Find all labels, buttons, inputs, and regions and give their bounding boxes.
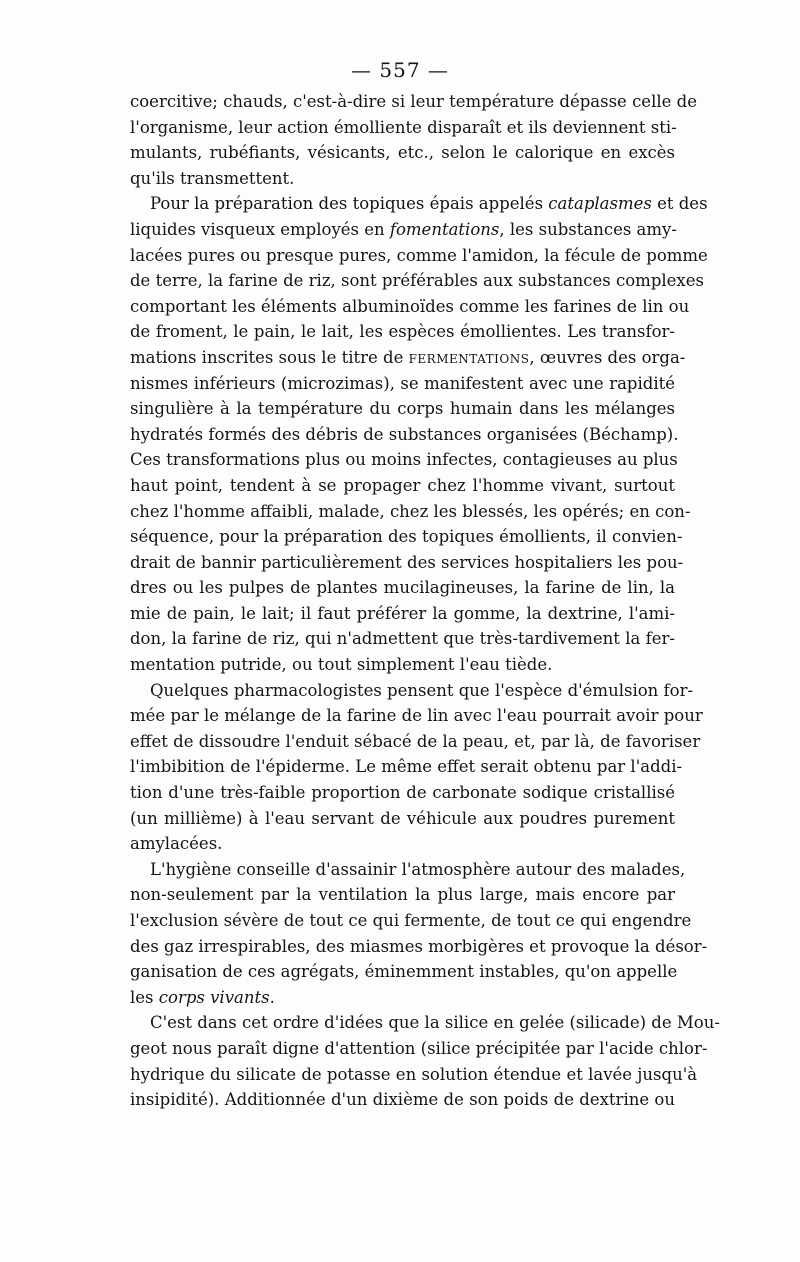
text-line: non-seulement par la ventilation la plus large, mais encore par xyxy=(130,885,675,905)
text-line: don, la farine de riz, qui n'admettent que très-tardivement la fer- xyxy=(130,629,675,649)
text-line: tion d'une très-faible proportion de carbonate sodique cristallisé xyxy=(130,783,675,803)
text-line: mentation putride, ou tout simplement l'eau tiède. xyxy=(130,655,553,675)
text-line: insipidité). Additionnée d'un dixième de son poids de dextrine ou xyxy=(130,1090,675,1110)
italic-term: fomentations xyxy=(389,219,500,239)
text-line: mie de pain, le lait; il faut préférer la gomme, la dextrine, l'ami- xyxy=(130,603,675,623)
text-line: drait de bannir particulièrement des services hospitaliers les pou- xyxy=(130,552,684,572)
text-line xyxy=(130,217,675,243)
text-line: des gaz irrespirables, des miasmes morbigères et provoque la désor- xyxy=(130,936,708,956)
text-segment: , œuvres des orga- xyxy=(529,347,686,367)
text-line: lacées pures ou presque pures, comme l'amidon, la fécule de pomme xyxy=(130,245,708,265)
body-text xyxy=(130,89,720,1113)
text-line: qu'ils transmettent. xyxy=(130,168,295,188)
text-line: l'exclusion sévère de tout ce qui fermente, de tout ce qui engendre xyxy=(130,911,692,930)
text-segment: mations inscrites sous le titre de xyxy=(130,347,409,367)
text-line: nismes inférieurs (microzimas), se manifestent avec une rapidité xyxy=(130,373,675,393)
text-line: l'imbibition de l'épiderme. Le même effet serait obtenu par l'addi- xyxy=(130,757,683,777)
text-line: Quelques pharmacologistes pensent que l'espèce d'émulsion for- xyxy=(150,680,694,700)
text-line: (un millième) à l'eau servant de véhicule aux poudres purement xyxy=(130,808,675,828)
text-segment: . xyxy=(269,987,275,1007)
text-line: singulière à la température du corps humain dans les mélanges xyxy=(130,399,675,419)
text-line: l'organisme, leur action émolliente disparaît et ils deviennent sti- xyxy=(130,117,677,137)
text-line: de froment, le pain, le lait, les espèces émollientes. Les transfor- xyxy=(130,322,675,342)
text-line: mulants, rubéfiants, vésicants, etc., selon le calorique en excès xyxy=(130,143,675,163)
text-line: comportant les éléments albuminoïdes comme les farines de lin ou xyxy=(130,296,690,316)
text-line: séquence, pour la préparation des topiques émollients, il convien- xyxy=(130,527,683,547)
italic-term: cataplasmes xyxy=(548,194,652,214)
text-line: C'est dans cet ordre d'idées que la silice en gelée (silicade) de Mou- xyxy=(150,1013,720,1033)
text-line: L'hygiène conseille d'assainir l'atmosphère autour des malades, xyxy=(150,859,686,879)
text-line: amylacées. xyxy=(130,834,223,854)
text-line: geot nous paraît digne d'attention (silice précipitée par l'acide chlor- xyxy=(130,1038,708,1058)
text-line xyxy=(130,985,675,1011)
text-segment: Pour la préparation des topiques épais appelés xyxy=(150,194,549,214)
text-line: chez l'homme affaibli, malade, chez les blessés, les opérés; en con- xyxy=(130,501,691,521)
text-line: haut point, tendent à se propager chez l'homme vivant, surtout xyxy=(130,475,675,495)
page-number: — 557 — xyxy=(351,58,449,82)
text-line: Ces transformations plus ou moins infectes, contagieuses au plus xyxy=(130,450,678,470)
text-line: dres ou les pulpes de plantes mucilagineuses, la farine de lin, la xyxy=(130,578,675,598)
text-line: coercitive; chauds, c'est-à-dire si leur température dépasse celle de xyxy=(130,92,697,111)
text-segment: , les substances amy- xyxy=(499,219,677,239)
text-line: de terre, la farine de riz, sont préférables aux substances complexes xyxy=(130,271,704,291)
text-segment: et des xyxy=(651,194,708,214)
small-caps-term: FERMENTATIONS xyxy=(408,351,530,366)
text-line: ganisation de ces agrégats, éminemment instables, qu'on appelle xyxy=(130,962,678,982)
text-segment: liquides visqueux employés en xyxy=(130,219,390,239)
text-line xyxy=(130,345,686,371)
text-line: hydrique du silicate de potasse en solution étendue et lavée jusqu'à xyxy=(130,1064,698,1084)
text-segment: les xyxy=(130,987,159,1007)
text-line xyxy=(130,191,708,217)
text-line: mée par le mélange de la farine de lin avec l'eau pourrait avoir pour xyxy=(130,706,703,726)
italic-term: corps vivants xyxy=(158,987,270,1007)
text-line: effet de dissoudre l'enduit sébacé de la peau, et, par là, de favoriser xyxy=(130,731,701,751)
text-line: hydratés formés des débris de substances organisées (Béchamp). xyxy=(130,424,679,444)
